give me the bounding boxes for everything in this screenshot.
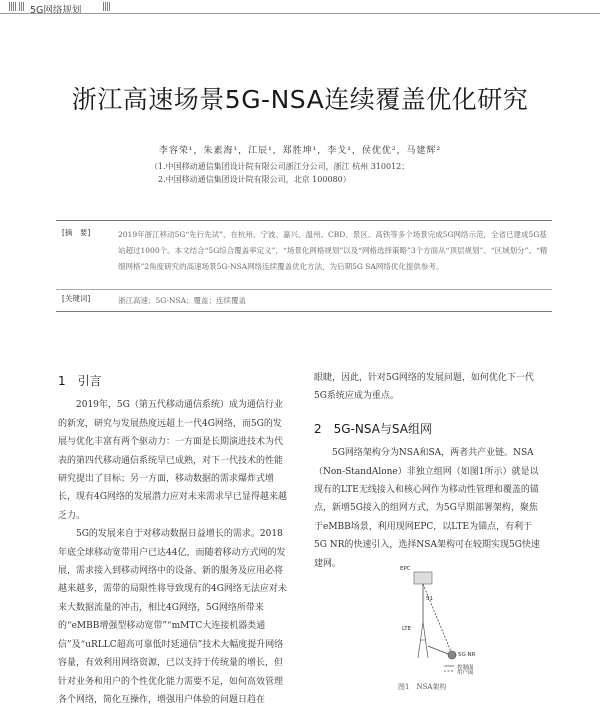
section-heading-nsa: 2 5G-NSA与SA组网	[314, 421, 432, 436]
lte-tower-icon	[418, 622, 428, 658]
right-column	[314, 369, 544, 573]
paper-title: 浙江高速场景5G-NSA连续覆盖优化研究	[71, 85, 529, 114]
keywords-text: 浙江高速；5G-NSA；覆盖；连续覆盖	[118, 296, 247, 305]
header-bars-right: ||||	[102, 2, 111, 12]
nr-tower-icon	[448, 651, 456, 659]
figure-caption: 图1 NSA架构	[398, 683, 447, 691]
abstract-box	[56, 220, 552, 312]
keywords-divider	[56, 289, 552, 290]
affiliations	[150, 160, 470, 186]
abstract-text: 2019年浙江移动5G“先行先试”，在杭州、宁波、嘉兴、温州、CBD、景区、高铁等多个场景完成5G网络示范，全省已建成5G基站超过1000个。本文结合“5G综合覆盖率定义”，“场景化网格规划”以及“网格选择策略”3个方面从“顶层规划”、“区域划分”、“精细网格”2角度研究的高速场景5G-NSA网络连续覆盖优化方法，为后期5G SA网络优化提供参考。	[118, 230, 548, 271]
running-header	[0, 0, 600, 14]
body-paragraph: 眼睫，因此，针对5G网络的发展问题，如何优化下一代5G系统应成为重点。	[314, 373, 534, 402]
nsa-diagram	[364, 562, 504, 674]
s1-label: S1	[426, 596, 433, 602]
affiliation-line: 2.中国移动通信集团设计院有限公司，北京 100080）	[158, 175, 351, 184]
lte-label: LTE	[402, 626, 412, 632]
journal-section-name: 5G网络规划	[30, 5, 82, 16]
body-paragraph: 5G的发展来自于对移动数据日益增长的需求。2018年底全球移动宽带用户已达44亿，而随着移动方式网的发展，需求接入到移动网络中的设备、新的服务及应用必将越来越多，需带的局限性将导致现有的4G网络无法应对未来大数据流量的冲击，相比4G网络，5G网络所带来的“eMBB增强型移动宽带”“mMTC大连接机器类通信”及“uRLLC超高可靠低时延通信”技术大幅度提升网络容量，有效利用网络资源，已以支持于传统量的增长，但针对业务和用户的个性优化能力需要不足，如何高效管理各个网络，简化互操作，增强用户体验的问题日趋在	[58, 529, 287, 705]
affiliation-line: （1.中国移动通信集团设计院有限公司浙江分公司，浙江 杭州 310012；	[150, 162, 410, 171]
figure-nsa-architecture	[364, 562, 504, 674]
legend-control-label: 控制面	[457, 665, 474, 671]
epc-label: EPC	[400, 566, 411, 572]
author-list: 李容荣¹，朱素海¹，江辰¹，郑胜坤¹，李戈¹，侯优优²，马建辉²	[158, 146, 442, 156]
body-paragraph: 5G网络架构分为NSA和SA，两者共产业链。NSA（Non-StandAlone）非独立组网（如图1所示）就是以现有的LTE无线接入和核心网作为移动性管理和覆盖的锚点，新增5G接入的组网方式，为5G早期部署架构，聚焦于eMBB场景，利用现网EPC，以LTE为锚点，有利于5G NR的快速引入，选择NSA架构可在较期实现5G快速建网。	[314, 448, 540, 569]
body-paragraph: 2019年，5G（第五代移动通信系统）成为通信行业的新宠，研究与发展热度远超上一代4G网络，而5G的发展与优化丰富有两个驱动力：一方面是长期演进技术为代表的第四代移动通信系统早已成熟，对下一代技术的性能研究提出了目标；另一方面，移动数据的需求爆炸式增长，现有4G网络的发展潜力应对未来需求早已显得越来越乏力。	[58, 400, 287, 521]
x2-link	[428, 646, 448, 654]
nr-label: 5G NR	[458, 652, 476, 658]
section-heading-intro: 1 引言	[58, 374, 102, 388]
left-column	[58, 372, 290, 709]
header-rule	[0, 13, 600, 14]
keywords-label: [关键词]	[62, 294, 91, 303]
header-bars-left: |||| |||	[8, 2, 25, 12]
abstract-label: [摘 要]	[62, 228, 91, 237]
legend-user-label: 用户面	[457, 670, 474, 676]
epc-node	[414, 572, 432, 584]
s1-link-nr	[423, 584, 452, 654]
